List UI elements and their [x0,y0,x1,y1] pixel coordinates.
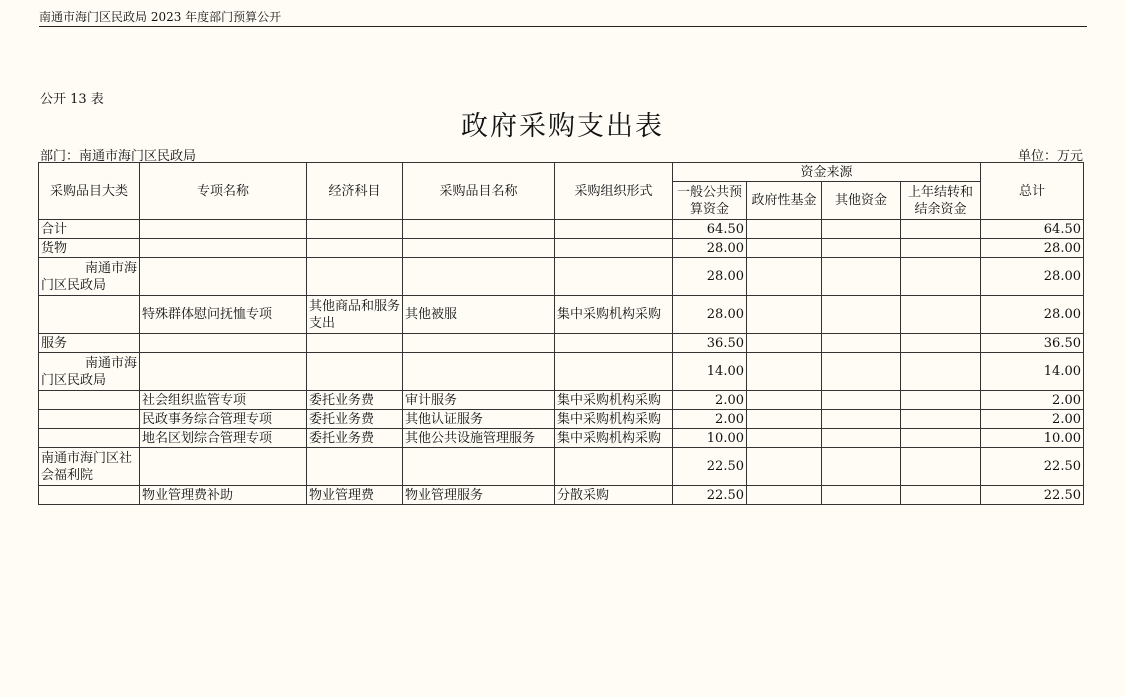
cell-category: 南通市海门区民政局 [39,258,140,296]
cell-general-budget: 14.00 [673,353,747,391]
table-row [39,239,1084,258]
unit-label: 单位：万元 [1017,149,1083,164]
cell-total: 2.00 [981,410,1084,429]
cell-item [403,448,555,486]
cell-carryover [901,410,981,429]
cell-gov-fund [747,239,822,258]
cell-gov-fund [747,391,822,410]
cell-gov-fund [747,486,822,505]
cell-carryover [901,353,981,391]
cell-method: 集中采购机构采购 [555,429,673,448]
cell-method [555,220,673,239]
cell-project: 物业管理费补助 [140,486,307,505]
cell-general-budget: 28.00 [673,239,747,258]
document-title: 南通市海门区民政局 2023 年度部门预算公开 [39,10,282,24]
cell-method: 集中采购机构采购 [555,391,673,410]
cell-method [555,353,673,391]
cell-category [39,296,140,334]
cell-other-fund [822,239,901,258]
cell-project: 社会组织监管专项 [140,391,307,410]
cell-general-budget: 28.00 [673,258,747,296]
cell-item [403,220,555,239]
cell-carryover [901,486,981,505]
cell-econ [307,258,403,296]
cell-category [39,429,140,448]
document-header [39,8,1087,27]
table-row [39,486,1084,505]
cell-project [140,239,307,258]
cell-general-budget: 22.50 [673,486,747,505]
cell-other-fund [822,334,901,353]
cell-econ: 物业管理费 [307,486,403,505]
cell-gov-fund [747,410,822,429]
cell-category [39,486,140,505]
cell-project: 特殊群体慰问抚恤专项 [140,296,307,334]
cell-general-budget: 36.50 [673,334,747,353]
cell-category [39,391,140,410]
cell-total: 28.00 [981,239,1084,258]
cell-project: 民政事务综合管理专项 [140,410,307,429]
cell-carryover [901,429,981,448]
cell-other-fund [822,391,901,410]
col-header-gov-fund: 政府性基金 [747,182,822,220]
col-header-general-budget: 一般公共预算资金 [673,182,747,220]
table-row [39,410,1084,429]
cell-method [555,334,673,353]
cell-project [140,334,307,353]
cell-total: 2.00 [981,391,1084,410]
cell-carryover [901,448,981,486]
cell-other-fund [822,486,901,505]
col-header-carryover: 上年结转和结余资金 [901,182,981,220]
cell-item: 审计服务 [403,391,555,410]
cell-total: 28.00 [981,296,1084,334]
cell-gov-fund [747,258,822,296]
cell-general-budget: 22.50 [673,448,747,486]
cell-method [555,239,673,258]
cell-total: 10.00 [981,429,1084,448]
cell-carryover [901,239,981,258]
cell-carryover [901,220,981,239]
procurement-table [38,162,1084,505]
cell-project: 地名区划综合管理专项 [140,429,307,448]
cell-general-budget: 64.50 [673,220,747,239]
cell-method [555,258,673,296]
cell-gov-fund [747,334,822,353]
cell-econ: 其他商品和服务支出 [307,296,403,334]
cell-general-budget: 2.00 [673,391,747,410]
cell-gov-fund [747,353,822,391]
col-header-econ: 经济科目 [307,163,403,220]
cell-total: 28.00 [981,258,1084,296]
cell-category [39,410,140,429]
col-header-funding-source: 资金来源 [673,163,981,182]
cell-econ [307,220,403,239]
cell-total: 64.50 [981,220,1084,239]
cell-econ: 委托业务费 [307,410,403,429]
cell-other-fund [822,448,901,486]
cell-item: 物业管理服务 [403,486,555,505]
cell-gov-fund [747,296,822,334]
cell-carryover [901,334,981,353]
cell-econ [307,239,403,258]
cell-item [403,258,555,296]
cell-econ: 委托业务费 [307,429,403,448]
cell-other-fund [822,429,901,448]
cell-other-fund [822,296,901,334]
table-row [39,448,1084,486]
cell-total: 22.50 [981,486,1084,505]
table-number: 公开 13 表 [40,92,104,107]
cell-gov-fund [747,220,822,239]
table-row [39,220,1084,239]
col-header-project: 专项名称 [140,163,307,220]
cell-other-fund [822,353,901,391]
cell-method: 集中采购机构采购 [555,410,673,429]
cell-gov-fund [747,429,822,448]
cell-method: 分散采购 [555,486,673,505]
cell-method [555,448,673,486]
cell-item: 其他被服 [403,296,555,334]
cell-total: 36.50 [981,334,1084,353]
cell-item [403,353,555,391]
cell-project [140,353,307,391]
page-title: 政府采购支出表 [461,111,664,142]
cell-item [403,239,555,258]
col-header-item: 采购品目名称 [403,163,555,220]
cell-category: 服务 [39,334,140,353]
cell-item [403,334,555,353]
col-header-total: 总计 [981,163,1084,220]
cell-total: 22.50 [981,448,1084,486]
cell-category: 南通市海门区社会福利院 [39,448,140,486]
col-header-method: 采购组织形式 [555,163,673,220]
cell-item: 其他公共设施管理服务 [403,429,555,448]
cell-item: 其他认证服务 [403,410,555,429]
table-row [39,296,1084,334]
cell-general-budget: 28.00 [673,296,747,334]
cell-gov-fund [747,448,822,486]
col-header-other-fund: 其他资金 [822,182,901,220]
cell-carryover [901,296,981,334]
cell-econ [307,448,403,486]
cell-category: 合计 [39,220,140,239]
cell-method: 集中采购机构采购 [555,296,673,334]
cell-general-budget: 10.00 [673,429,747,448]
cell-carryover [901,391,981,410]
department-label: 部门：南通市海门区民政局 [40,149,197,164]
table-row [39,353,1084,391]
table-row [39,334,1084,353]
cell-econ [307,334,403,353]
cell-other-fund [822,220,901,239]
cell-project [140,220,307,239]
cell-category: 货物 [39,239,140,258]
cell-general-budget: 2.00 [673,410,747,429]
col-header-category: 采购品目大类 [39,163,140,220]
cell-econ: 委托业务费 [307,391,403,410]
cell-other-fund [822,258,901,296]
cell-category: 南通市海门区民政局 [39,353,140,391]
cell-project [140,258,307,296]
table-row [39,258,1084,296]
table-row [39,429,1084,448]
table-row [39,391,1084,410]
cell-total: 14.00 [981,353,1084,391]
cell-econ [307,353,403,391]
cell-other-fund [822,410,901,429]
cell-project [140,448,307,486]
cell-carryover [901,258,981,296]
